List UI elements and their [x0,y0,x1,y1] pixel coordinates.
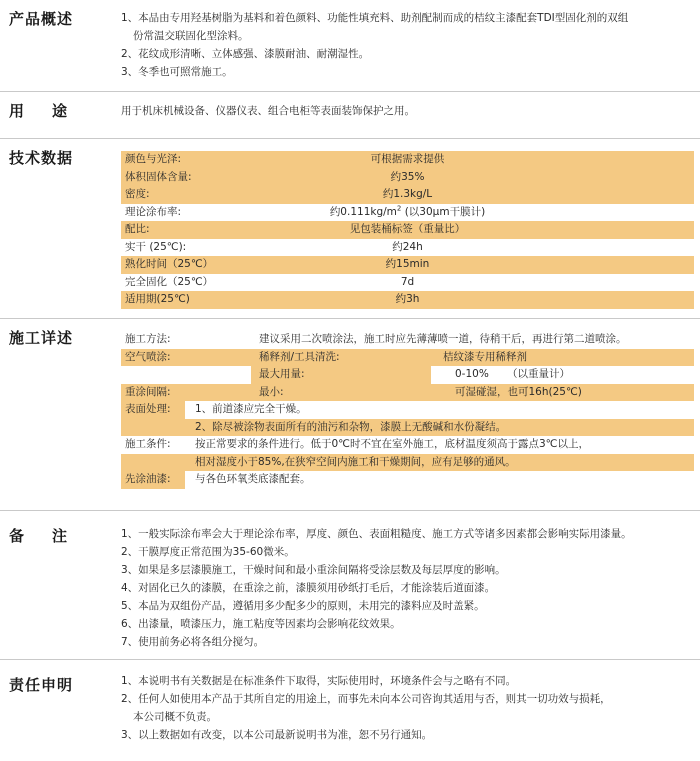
section-liability [0,659,700,761]
recoat-min-label: 最小: [259,385,284,398]
tech-value: 可根据需求提供 [370,153,445,165]
liability-line: 本公司概不负责。 [133,711,217,723]
tech-value: 约15min [385,258,430,270]
tech-row [121,239,694,257]
thinner-label: 稀释剂/工具清洗: [259,350,340,363]
tech-row [121,151,694,169]
tech-row [121,274,694,292]
note-line: 4、对固化已久的漆膜，在重涂之前，漆膜须用砂纸打毛后，才能涂装后道面漆。 [121,582,496,594]
condition-label: 施工条件: [125,438,171,450]
surface-line: 2、除尽被涂物表面所有的油污和杂物，漆膜上无酸碱和水份凝结。 [195,420,507,433]
tech-label: 配比: [125,223,150,235]
liability-line: 2、任何人如使用本产品于其所自定的用途上，而事先未向本公司咨询其适用与否，则其一切功效与损耗， [121,693,611,705]
note-line: 2、干膜厚度正常范围为35-60微米。 [121,546,295,558]
max-usage-value: 0-10% [455,368,489,380]
tech-row [121,291,694,309]
surface-row-2 [121,419,694,437]
usage-text: 用于机床机械设备、仪器仪表、组合电柜等表面装饰保护之用。 [121,105,415,117]
tech-value: 约$0.111kg/m^2$ (以30μm干膜计) [329,204,486,218]
condition-line: 按正常要求的条件进行。低于0℃时不宜在室外施工，底材温度须高于露点3℃以上， [195,438,589,450]
tech-value: 约1.3kg/L [382,188,433,200]
primer-row [121,471,694,489]
surface-label: 表面处理: [125,403,171,415]
liability-line: 1、本说明书有关数据是在标准条件下取得，实际使用时，环境条件会与之略有不同。 [121,675,517,687]
section-usage [0,91,700,138]
max-usage-label: 最大用量: [259,368,305,380]
max-usage-row [121,366,694,384]
tech-row [121,169,694,187]
section-construction [0,318,700,510]
surface-line: 1、前道漆应完全干燥。 [195,403,307,415]
surface-row [121,401,694,419]
condition-line: 相对湿度小于85%,在狭窄空间内施工和干燥期间，应有足够的通风。 [195,455,516,468]
liability-line: 3、以上数据如有改变，以本公司最新说明书为准，恕不另行通知。 [121,729,433,741]
notes-content [121,525,694,651]
overview-content [121,9,694,81]
primer-text: 与各色环氧类底漆配套。 [195,473,311,485]
recoat-label: 重涂间隔: [125,385,171,398]
tech-row [121,256,694,274]
notes-title: 备注 [9,527,96,545]
section-tech-data [0,138,700,318]
note-line: 5、本品为双组份产品，遵循用多少配多少的原则，未用完的漆料应及时盖紧。 [121,600,485,612]
tech-row [121,204,694,222]
condition-row [121,436,694,454]
tech-label: 颜色与光泽: [125,153,182,165]
air-spray-row [121,349,694,367]
overview-line: 1、本品由专用羟基树脂为基料和着色颜料、功能性填充料、助剂配制而成的桔纹主漆配套TDI型固化剂的双组 [121,12,629,24]
tech-value: 约3h [395,293,420,305]
air-spray-label: 空气喷涂: [125,350,171,363]
tech-label: 适用期(25℃) [125,293,190,305]
section-overview [0,0,700,91]
overview-title: 产品概述 [9,10,74,28]
overview-line: 3、冬季也可照常施工。 [121,66,233,78]
note-line: 7、使用前务必将各组分搅匀。 [121,636,265,648]
method-label: 施工方法: [125,333,171,345]
note-line: 1、一般实际涂布率会大于理论涂布率，厚度、颜色、表面粗糙度、施工方式等诸多因素都会影响实际用漆量。 [121,528,632,540]
tech-label: 实干 (25℃): [125,240,187,253]
tech-value: 7d [400,275,415,288]
liability-content [121,672,694,744]
tech-label: 体积固体含量: [125,170,192,183]
note-line: 3、如果是多层漆膜施工，干燥时间和最小重涂间隔将受涂层数及每层厚度的影响。 [121,564,506,576]
note-line: 6、出漆量，喷漆压力，施工粘度等因素均会影响花纹效果。 [121,618,401,630]
section-notes [0,510,700,659]
method-text: 建议采用二次喷涂法，施工时应先薄薄喷一道，待稍干后，再进行第二道喷涂。 [259,333,627,345]
recoat-row [121,384,694,402]
usage-title: 用途 [9,102,96,120]
tech-label: 熟化时间（25℃） [125,258,214,270]
tech-label: 密度: [125,188,150,200]
tech-label: 理论涂布率: [125,205,182,218]
tech-value: 约24h [392,240,423,253]
tech-label: 完全固化（25℃） [125,275,214,288]
thinner-value: 桔纹漆专用稀释剂 [443,350,527,363]
overview-line: 份常温交联固化型涂料。 [133,30,249,42]
tech-row [121,186,694,204]
construction-table [121,331,694,489]
tech-title: 技术数据 [9,149,74,167]
tech-value: 约35% [390,170,425,183]
primer-label: 先涂油漆: [125,473,171,485]
tech-value: 见包装桶标签（重量比） [349,223,466,235]
tech-table [121,151,694,309]
tech-row [121,221,694,239]
recoat-min-value: 可湿碰湿，也可16h(25℃) [455,385,582,398]
overview-line: 2、花纹成形清晰、立体感强、漆膜耐油、耐潮湿性。 [121,48,370,60]
construction-title: 施工详述 [9,329,74,347]
max-usage-note: （以重量计） [507,368,570,380]
method-row [121,331,694,349]
liability-title: 责任申明 [9,676,74,694]
condition-row-2 [121,454,694,472]
